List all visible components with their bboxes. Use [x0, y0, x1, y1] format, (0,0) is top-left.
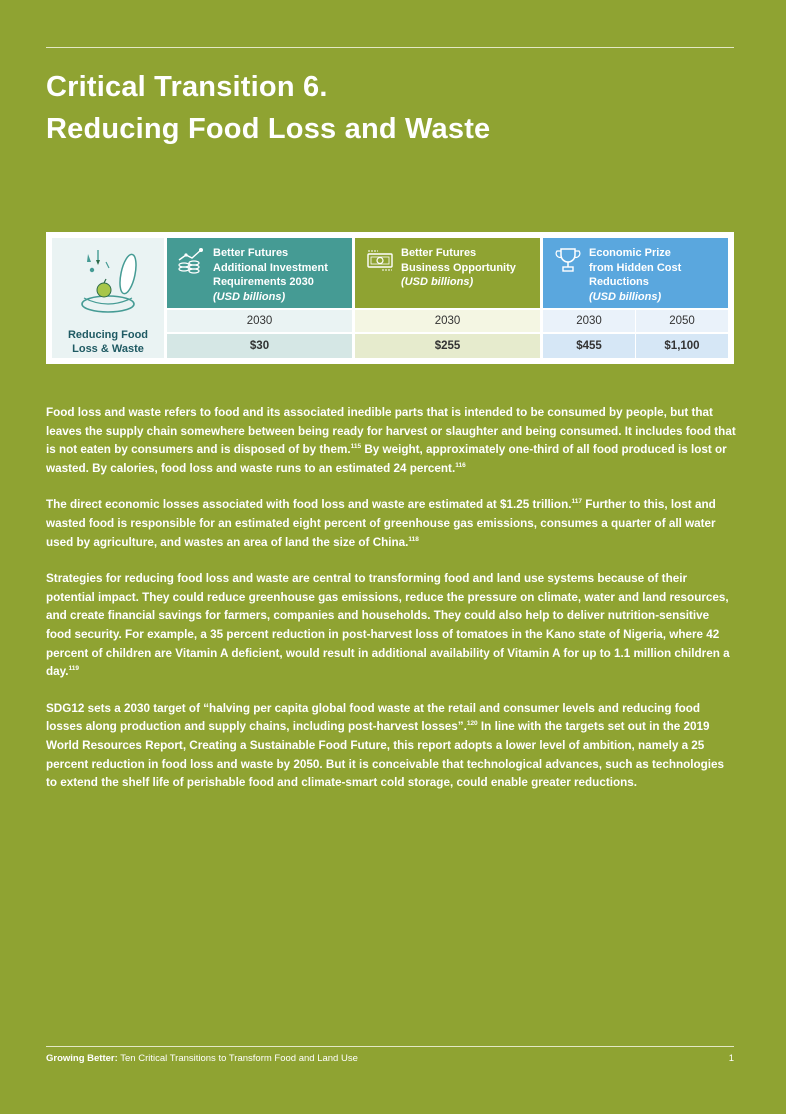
investment-value: $30 [167, 334, 352, 358]
economic-prize-year-2050: 2050 [636, 310, 728, 332]
business-opportunity-column [355, 238, 540, 358]
paragraph-2-text-b: Further to this, lost and wasted food is responsible for an estimated eight percent of greenhouse gas emissions, consumes a quarter of all water used by agriculture, and wastes an area of land the size of China. [46, 498, 716, 549]
business-opportunity-heading-1: Better Futures [401, 247, 477, 259]
page-footer [46, 1053, 734, 1064]
row-label-cell [52, 238, 164, 358]
investment-column [167, 238, 352, 358]
economic-prize-heading-1: Economic Prize [589, 247, 671, 259]
business-opportunity-year: 2030 [355, 310, 540, 332]
summary-table [46, 232, 734, 364]
investment-unit: (USD billions) [213, 290, 286, 303]
footer-publication-name: Growing Better: [46, 1053, 118, 1064]
paragraph-4-text-a: SDG12 sets a 2030 target of “halving per capita global food waste at the retail and consumer levels and reducing food losses along production and supply chains, including post-harvest losses”. [46, 701, 701, 734]
economic-prize-column [543, 238, 728, 358]
row-label-line-1: Reducing Food [67, 329, 149, 341]
business-opportunity-header [355, 238, 540, 308]
title-line-1: Critical Transition 6. [46, 71, 328, 103]
investment-header [167, 238, 352, 308]
investment-chart-coins-icon [177, 246, 207, 274]
footnote-ref-120: 120 [466, 720, 478, 728]
paragraph-3-text-a: Strategies for reducing food loss and waste are central to transforming food and land use systems because of their potential impact. They could reduce greenhouse gas emissions, reduce the pressure on climate, water and land resources, and create financial savings for farmers, companies and households. They could also help to deliver nutrition-sensitive food security. For example, a 35 percent reduction in post-harvest loss of tomatoes in the Kano state of Nigeria, where 42 percent of children are Vitamin A deficient, would result in additional availability of Vitamin A for up to 1.1 million children a day. [46, 572, 730, 679]
investment-heading-1: Better Futures [213, 247, 289, 259]
bottom-rule [46, 1046, 734, 1047]
business-opportunity-value: $255 [355, 334, 540, 358]
row-label-text [52, 328, 164, 356]
economic-prize-year-2030: 2030 [543, 310, 635, 332]
paragraph-3 [46, 570, 736, 682]
page-number: 1 [728, 1053, 734, 1064]
paragraph-1-text-a: Food loss and waste refers to food and its associated inedible parts that is intended to be consumed by people, but that leaves the supply chain somewhere between being ready for harvest or slaughter and being consumed. It includes food that is not eaten by consumers and is disposed of by them. [46, 406, 736, 457]
paragraph-2 [46, 496, 736, 552]
top-rule [46, 47, 734, 48]
investment-heading-3: Requirements 2030 [213, 276, 314, 288]
paragraph-4-text-b: In line with the targets set out in the 2019 World Resources Report, Creating a Sustainable Food Future, this report adopts a lower level of ambition, namely a 25 percent reduction in food loss and waste by 2050. But it is conceivable that technological advances, such as technologies to extend the shelf life of perishable food and climate-smart cold storage, could enable greater reductions. [46, 720, 725, 790]
footnote-ref-115: 115 [350, 443, 362, 451]
money-bill-icon [365, 246, 395, 274]
food-waste-bin-icon [78, 246, 138, 318]
footnote-ref-118: 118 [408, 535, 419, 543]
economic-prize-heading-2: from Hidden Cost [589, 261, 682, 274]
economic-prize-header [543, 238, 728, 308]
investment-year: 2030 [167, 310, 352, 332]
investment-heading-2: Additional Investment [213, 261, 328, 274]
paragraph-4 [46, 700, 736, 793]
footnote-ref-116: 116 [455, 461, 466, 469]
business-opportunity-unit: (USD billions) [401, 276, 474, 288]
economic-prize-value-2030: $455 [543, 334, 635, 358]
economic-prize-unit: (USD billions) [589, 290, 662, 303]
footnote-ref-119: 119 [68, 665, 80, 673]
title-line-2: Reducing Food Loss and Waste [46, 113, 491, 145]
paragraph-2-text-a: The direct economic losses associated with food loss and waste are estimated at $1.25 trillion. [46, 498, 572, 512]
footer-subtitle: Ten Critical Transitions to Transform Food and Land Use [117, 1053, 358, 1064]
paragraph-1-text-b: By weight, approximately one-third of all food produced is lost or wasted. By calories, food loss and waste runs to an estimated 24 percent. [46, 443, 727, 475]
paragraph-1 [46, 404, 736, 478]
business-opportunity-heading-2: Business Opportunity [401, 261, 516, 274]
body-text [46, 404, 736, 811]
trophy-icon [553, 246, 583, 274]
economic-prize-heading-3: Reductions [589, 276, 649, 288]
economic-prize-value-2050: $1,100 [636, 334, 728, 358]
page-title [46, 66, 490, 150]
footnote-ref-117: 117 [571, 498, 582, 506]
row-label-line-2: Loss & Waste [72, 343, 144, 355]
